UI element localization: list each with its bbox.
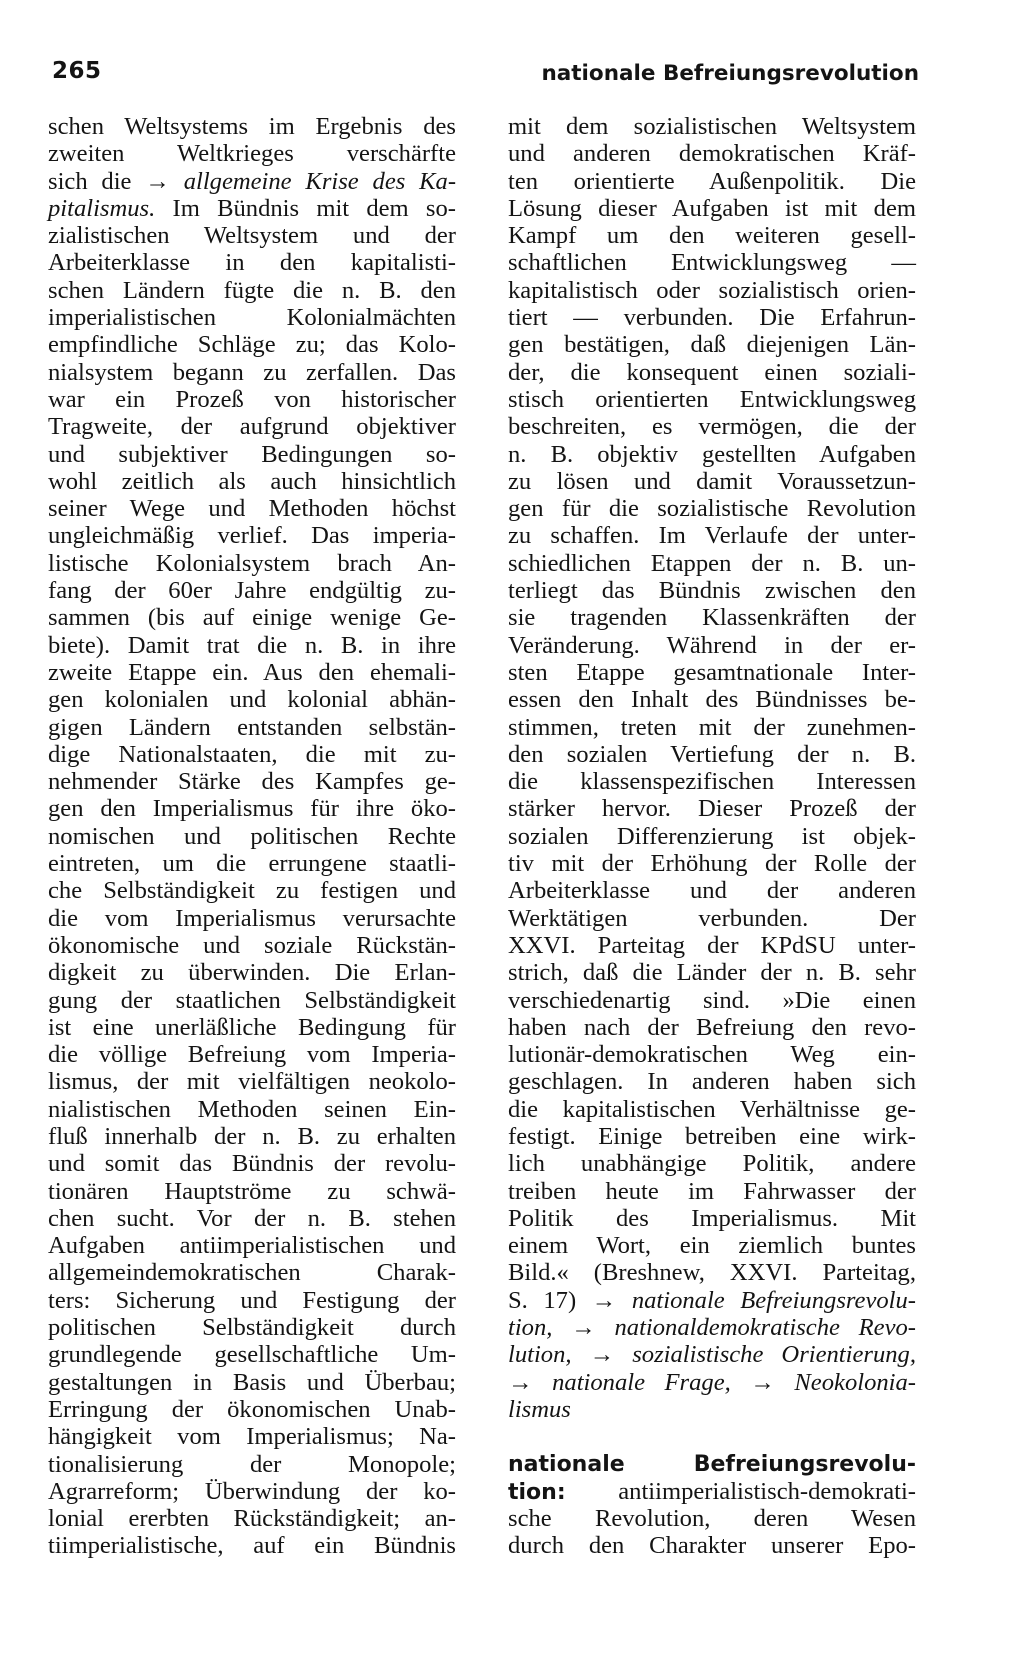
text-segment: gigen Ländern entstanden selbstän-	[48, 713, 456, 741]
cross-reference: Neokolonia-	[794, 1368, 916, 1396]
text-line	[508, 823, 916, 850]
text-segment: S. 17) →	[508, 1286, 632, 1314]
text-line	[508, 1369, 916, 1396]
text-line	[508, 577, 916, 604]
text-segment: Lösung dieser Aufgaben ist mit dem	[508, 194, 916, 222]
text-segment: der, die konsequent einen soziali-	[508, 358, 916, 386]
text-segment: hängigkeit vom Imperialismus; Na-	[48, 1423, 456, 1451]
text-line	[508, 1178, 916, 1205]
text-segment: gen den Imperialismus für ihre öko-	[48, 795, 456, 823]
text-segment: imperialistischen Kolonialmächten	[48, 304, 456, 332]
text-line	[48, 1068, 456, 1095]
cross-reference: nationale Frage,	[552, 1368, 731, 1396]
headword: nationale Befreiungsrevolu-	[508, 1452, 916, 1478]
text-segment: politischen Selbständigkeit durch	[48, 1314, 456, 1342]
text-line	[508, 1259, 916, 1286]
text-line	[48, 1205, 456, 1232]
text-line	[48, 877, 456, 904]
text-segment: biete). Damit trat die n. B. in ihre	[48, 631, 456, 659]
text-segment: sche Revolution, deren Wesen	[508, 1504, 916, 1532]
text-line	[508, 331, 916, 358]
text-line	[508, 1287, 916, 1314]
text-line	[508, 987, 916, 1014]
text-line	[508, 441, 916, 468]
text-segment: Agrarreform; Überwindung der ko-	[48, 1477, 456, 1505]
text-line	[48, 741, 456, 768]
text-segment: Veränderung. Während in der er-	[508, 631, 916, 659]
cross-reference: nationale Befreiungsrevolu-	[631, 1286, 916, 1314]
text-segment: sammen (bis auf einige wenige Ge-	[48, 604, 456, 632]
text-line	[508, 932, 916, 959]
text-segment: fang der 60er Jahre endgültig zu-	[48, 577, 456, 605]
text-line	[48, 850, 456, 877]
text-line	[48, 577, 456, 604]
text-line	[48, 905, 456, 932]
text-line	[48, 441, 456, 468]
text-segment: war ein Prozeß von historischer	[48, 385, 456, 413]
text-segment: lonial ererbten Rückständigkeit; an-	[48, 1505, 456, 1533]
cross-reference: nationaldemokratische Revo-	[614, 1314, 916, 1342]
text-segment: tiimperialistische, auf ein Bündnis	[48, 1532, 456, 1560]
text-segment: zialistischen Weltsystem und der	[48, 222, 456, 250]
text-line	[48, 1423, 456, 1450]
text-line	[508, 1232, 916, 1259]
text-line	[48, 795, 456, 822]
text-segment: stärker hervor. Dieser Prozeß der	[508, 795, 916, 823]
text-line	[48, 522, 456, 549]
text-line	[508, 495, 916, 522]
cross-reference: tion,	[508, 1314, 553, 1342]
text-segment: sozialen Differenzierung ist objek-	[508, 822, 916, 850]
text-line	[508, 195, 916, 222]
text-line	[508, 604, 916, 631]
text-line	[508, 1014, 916, 1041]
text-line	[48, 168, 456, 195]
text-segment: kapitalistisch oder sozialistisch orien-	[508, 276, 916, 304]
text-segment: zu schaffen. Im Verlaufe der unter-	[508, 522, 916, 550]
text-segment: Werktätigen verbunden. Der	[508, 904, 916, 932]
text-line	[48, 386, 456, 413]
text-segment: sich die →	[48, 167, 184, 195]
text-line	[508, 1123, 916, 1150]
text-line	[48, 1178, 456, 1205]
text-line	[48, 277, 456, 304]
text-line	[48, 1341, 456, 1368]
text-line	[508, 1505, 916, 1532]
text-line	[508, 959, 916, 986]
text-segment: die kapitalistischen Verhältnisse ge-	[508, 1095, 916, 1123]
text-line	[48, 1259, 456, 1286]
text-segment: n. B. objektiv gestellten Aufgaben	[508, 440, 916, 468]
text-line	[508, 359, 916, 386]
text-line	[48, 1014, 456, 1041]
text-segment: empfindliche Schläge zu; das Kolo-	[48, 331, 456, 359]
text-segment: seiner Wege und Methoden höchst	[48, 495, 456, 523]
text-line	[48, 113, 456, 140]
text-line	[508, 1341, 916, 1368]
text-segment: Tragweite, der aufgrund objektiver	[48, 413, 456, 441]
text-segment: gen für die sozialistische Revolution	[508, 495, 916, 523]
text-segment: festigt. Einige betreiben eine wirk-	[508, 1122, 916, 1150]
text-segment: Arbeiterklasse und der anderen	[508, 877, 916, 905]
text-line	[48, 1451, 456, 1478]
text-segment: die vom Imperialismus verursachte	[48, 904, 456, 932]
text-line	[508, 304, 916, 331]
text-line	[48, 1369, 456, 1396]
text-line	[48, 1123, 456, 1150]
text-segment: tionären Hauptströme zu schwä-	[48, 1177, 456, 1205]
text-line	[508, 1532, 916, 1559]
text-segment: schen Ländern fügte die n. B. den	[48, 276, 456, 304]
text-line	[48, 768, 456, 795]
left-text-column	[48, 113, 456, 1560]
text-line	[508, 386, 916, 413]
text-line	[48, 331, 456, 358]
text-segment: treiben heute im Fahrwasser der	[508, 1177, 916, 1205]
text-segment: die völlige Befreiung vom Imperia-	[48, 1041, 456, 1069]
text-segment: zweite Etappe ein. Aus den ehemali-	[48, 658, 456, 686]
text-line	[508, 222, 916, 249]
text-line	[48, 659, 456, 686]
text-segment: ökonomische und soziale Rückstän-	[48, 931, 456, 959]
text-segment: schen Weltsystems im Ergebnis des	[48, 113, 456, 140]
text-line	[508, 1096, 916, 1123]
text-line	[48, 1041, 456, 1068]
text-segment: tiv mit der Erhöhung der Rolle der	[508, 850, 916, 878]
text-line	[48, 1096, 456, 1123]
text-segment: chen sucht. Vor der n. B. stehen	[48, 1204, 456, 1232]
text-segment: nehmender Stärke des Kampfes ge-	[48, 768, 456, 796]
text-line	[508, 850, 916, 877]
text-segment: sie tragenden Klassenkräften der	[508, 604, 916, 632]
text-segment: Politik des Imperialismus. Mit	[508, 1204, 916, 1232]
text-segment: stimmen, treten mit der zunehmen-	[508, 713, 916, 741]
text-segment: Kampf um den weiteren gesell-	[508, 222, 916, 250]
cross-reference: lismus	[508, 1395, 571, 1423]
text-line	[508, 659, 916, 686]
text-line	[508, 1150, 916, 1177]
text-segment: lutionär-demokratischen Weg ein-	[508, 1041, 916, 1069]
text-line	[508, 905, 916, 932]
text-line	[508, 1205, 916, 1232]
text-line	[48, 495, 456, 522]
text-line	[508, 140, 916, 167]
text-line	[48, 249, 456, 276]
cross-reference: pitalismus.	[48, 194, 156, 222]
text-segment: schaftlichen Entwicklungsweg —	[508, 249, 916, 277]
text-line	[48, 1396, 456, 1423]
text-line	[508, 877, 916, 904]
text-line	[48, 413, 456, 440]
text-line	[48, 550, 456, 577]
text-segment: eintreten, um die errungene staatli-	[48, 850, 456, 878]
text-segment: zweiten Weltkrieges verschärfte	[48, 140, 456, 168]
text-line	[508, 1041, 916, 1068]
text-segment: verschiedenartig sind. »Die einen	[508, 986, 916, 1014]
text-line	[508, 550, 916, 577]
text-line	[48, 195, 456, 222]
text-segment: ten orientierte Außenpolitik. Die	[508, 167, 916, 195]
text-line	[48, 959, 456, 986]
text-segment: ungleichmäßig verlief. Das imperia-	[48, 522, 456, 550]
text-segment: schiedlichen Etappen der n. B. un-	[508, 549, 916, 577]
text-line	[48, 823, 456, 850]
text-segment: mit dem sozialistischen Weltsystem	[508, 113, 916, 140]
text-segment: beschreiten, es vermögen, die der	[508, 413, 916, 441]
text-segment: Aufgaben antiimperialistischen und	[48, 1232, 456, 1260]
text-segment: ist eine unerläßliche Bedingung für	[48, 1013, 456, 1041]
text-line	[48, 1478, 456, 1505]
text-line	[508, 1068, 916, 1095]
text-segment: grundlegende gesellschaftliche Um-	[48, 1341, 456, 1369]
text-segment: und subjektiver Bedingungen so-	[48, 440, 456, 468]
text-line	[508, 768, 916, 795]
text-segment: tionalisierung der Monopole;	[48, 1450, 456, 1478]
text-line	[48, 632, 456, 659]
text-line	[48, 714, 456, 741]
page-number: 265	[52, 58, 102, 84]
text-segment: strich, daß die Länder der n. B. sehr	[508, 959, 916, 987]
text-line	[48, 686, 456, 713]
text-segment: Bild.« (Breshnew, XXVI. Parteitag,	[508, 1259, 916, 1287]
text-segment: stisch orientierten Entwicklungsweg	[508, 385, 916, 413]
text-segment: tiert — verbunden. Die Erfahrun-	[508, 304, 916, 332]
text-segment: gung der staatlichen Selbständigkeit	[48, 986, 456, 1014]
text-line	[508, 686, 916, 713]
right-text-column	[508, 113, 916, 1559]
text-line	[508, 522, 916, 549]
text-line	[48, 468, 456, 495]
text-line	[508, 1396, 916, 1423]
text-line	[48, 1505, 456, 1532]
text-line	[48, 932, 456, 959]
text-segment: die klassenspezifischen Interessen	[508, 768, 916, 796]
text-line	[48, 1532, 456, 1559]
text-line	[48, 359, 456, 386]
arrow-segment: →	[571, 1341, 633, 1369]
text-line	[508, 1478, 916, 1505]
text-segment: gestaltungen in Basis und Überbau;	[48, 1368, 456, 1396]
headword: tion:	[508, 1479, 566, 1505]
text-segment: digkeit zu überwinden. Die Erlan-	[48, 959, 456, 987]
text-segment: nomischen und politischen Rechte	[48, 822, 456, 850]
text-line	[48, 222, 456, 249]
text-segment: und somit das Bündnis der revolu-	[48, 1150, 456, 1178]
text-segment: Im Bündnis mit dem so-	[155, 194, 456, 222]
text-segment: ters: Sicherung und Festigung der	[48, 1286, 456, 1314]
text-segment: che Selbständigkeit zu festigen und	[48, 877, 456, 905]
text-segment: gen kolonialen und kolonial abhän-	[48, 686, 456, 714]
text-segment: lismus, der mit vielfältigen neokolo-	[48, 1068, 456, 1096]
text-segment: durch den Charakter unserer Epo-	[508, 1532, 916, 1560]
running-head: nationale Befreiungsrevolution	[541, 61, 919, 86]
arrow-segment: →	[552, 1314, 615, 1342]
text-line	[48, 1232, 456, 1259]
text-line	[48, 140, 456, 167]
text-segment: dige Nationalstaaten, die mit zu-	[48, 740, 456, 768]
entry-spacer	[508, 1423, 916, 1450]
text-segment: XXVI. Parteitag der KPdSU unter-	[508, 931, 916, 959]
text-line	[508, 632, 916, 659]
text-segment: →	[508, 1368, 553, 1396]
text-segment: zu lösen und damit Voraussetzun-	[508, 467, 916, 495]
arrow-segment: →	[730, 1368, 795, 1396]
text-segment: und anderen demokratischen Kräf-	[508, 140, 916, 168]
text-segment: Erringung der ökonomischen Unab-	[48, 1395, 456, 1423]
text-line	[508, 413, 916, 440]
text-segment: den sozialen Vertiefung der n. B.	[508, 740, 916, 768]
text-segment: listische Kolonialsystem brach An-	[48, 549, 456, 577]
cross-reference: lution,	[508, 1341, 572, 1369]
text-segment: wohl zeitlich als auch hinsichtlich	[48, 467, 456, 495]
text-line	[48, 304, 456, 331]
text-line	[48, 1314, 456, 1341]
text-line	[508, 714, 916, 741]
text-segment: terliegt das Bündnis zwischen den	[508, 577, 916, 605]
text-segment: nialistischen Methoden seinen Ein-	[48, 1095, 456, 1123]
text-line	[508, 277, 916, 304]
text-line	[48, 1150, 456, 1177]
text-segment: nialsystem begann zu zerfallen. Das	[48, 358, 456, 386]
text-line	[508, 168, 916, 195]
text-segment: Arbeiterklasse in den kapitalisti-	[48, 249, 456, 277]
text-line	[508, 468, 916, 495]
text-line	[508, 1314, 916, 1341]
text-line	[48, 1287, 456, 1314]
text-segment: lich unabhängige Politik, andere	[508, 1150, 916, 1178]
text-segment: fluß innerhalb der n. B. zu erhalten	[48, 1122, 456, 1150]
text-line	[48, 987, 456, 1014]
text-segment: sten Etappe gesamtnationale Inter-	[508, 658, 916, 686]
text-line	[508, 113, 916, 140]
text-segment: haben nach der Befreiung den revo-	[508, 1013, 916, 1041]
cross-reference: sozialistische Orientierung,	[632, 1341, 916, 1369]
cross-reference: allgemeine Krise des Ka-	[183, 167, 457, 195]
text-segment: geschlagen. In anderen haben sich	[508, 1068, 916, 1096]
text-line	[508, 741, 916, 768]
text-segment: allgemeindemokratischen Charak-	[48, 1259, 456, 1287]
text-segment: gen bestätigen, daß diejenigen Län-	[508, 331, 916, 359]
text-segment: essen den Inhalt des Bündnisses be-	[508, 686, 916, 714]
text-segment: antiimperialistisch-demokrati-	[565, 1477, 916, 1505]
text-line	[48, 604, 456, 631]
text-line	[508, 795, 916, 822]
text-segment: einem Wort, ein ziemlich buntes	[508, 1232, 916, 1260]
text-line	[508, 249, 916, 276]
text-line	[508, 1450, 916, 1477]
